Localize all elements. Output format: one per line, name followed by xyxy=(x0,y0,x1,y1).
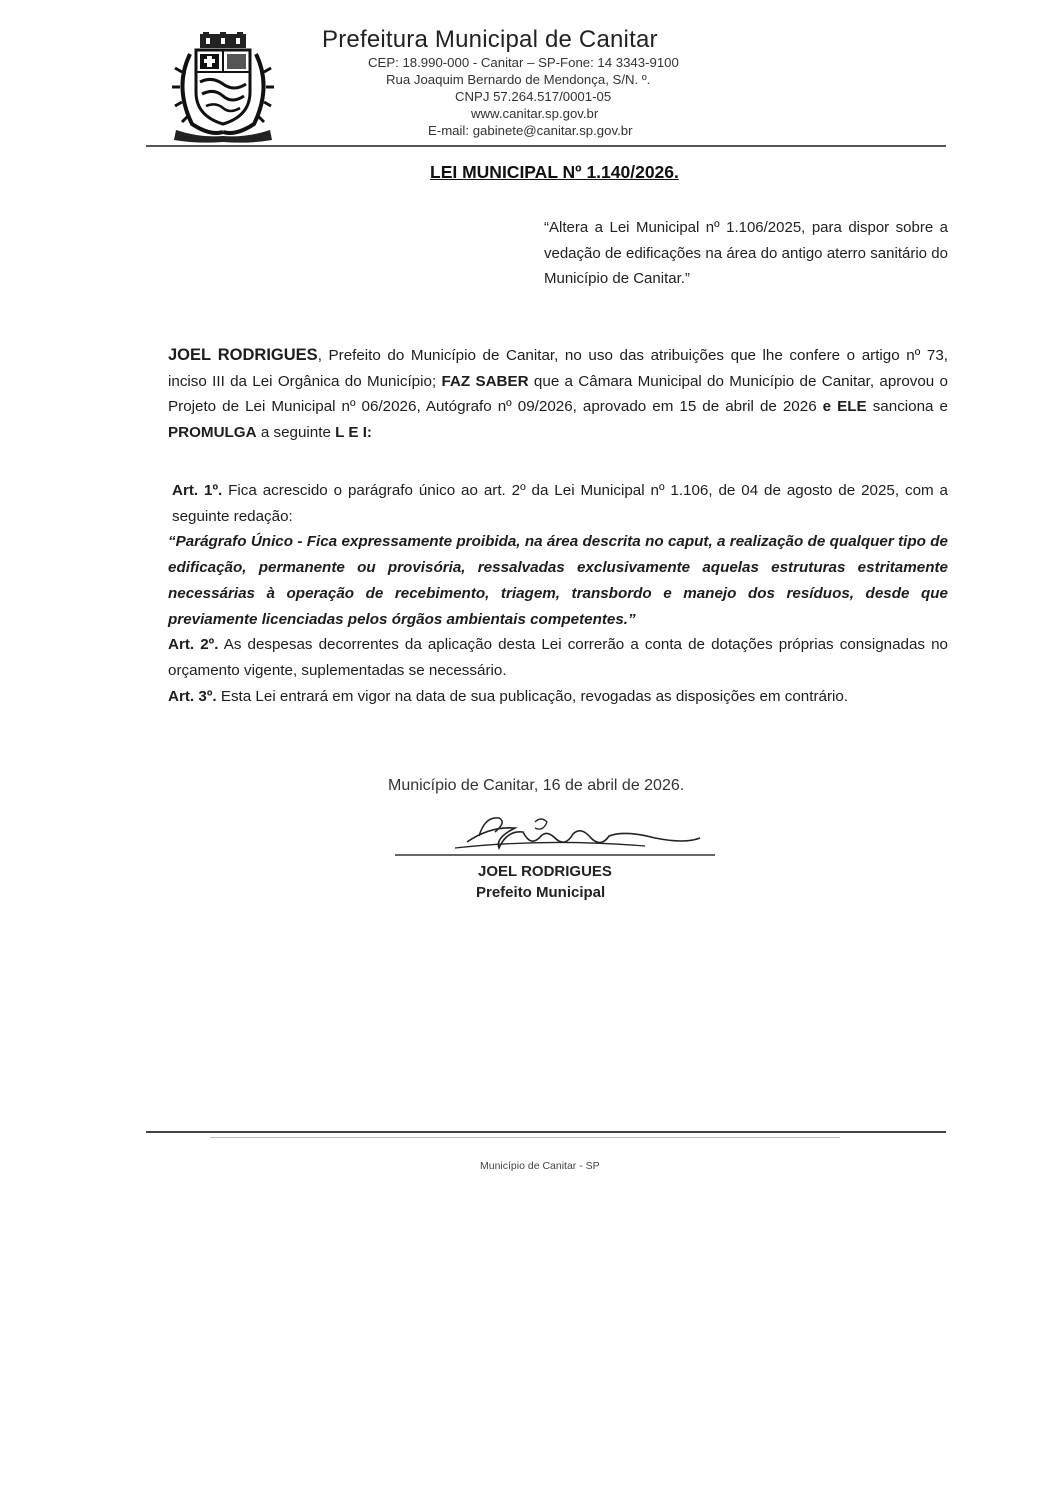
header-email: E-mail: gabinete@canitar.sp.gov.br xyxy=(428,123,633,138)
article-3: Art. 3º. Esta Lei entrará em vigor na data de sua publicação, revogadas as disposições em contrário. xyxy=(168,687,849,705)
header-address-street: Rua Joaquim Bernardo de Mendonça, S/N. º. xyxy=(386,72,651,87)
signer-role: Prefeito Municipal xyxy=(476,884,606,901)
municipal-coat-of-arms-icon xyxy=(170,32,276,144)
article-label: Art. 1º. xyxy=(172,482,223,499)
article-1-quote: “Parágrafo Único - Fica expressamente proibida, na área descrita no caput, a realização de qualquer tipo de edificação, permanente ou provisória, ressalvadas exclusivamente aquelas estruturas estritamente necessárias à operação de recebimento, triagem, transbordo e manejo dos resíduos, desde que previamente licenciadas pelos órgãos ambientais competentes.” xyxy=(168,533,948,628)
date-line: Município de Canitar, 16 de abril de 2026. xyxy=(388,777,685,794)
articles-section xyxy=(168,478,948,709)
law-title: LEI MUNICIPAL Nº 1.140/2026. xyxy=(430,162,679,182)
header-website: www.canitar.sp.gov.br xyxy=(471,106,599,121)
header-cnpj: CNPJ 57.264.517/0001-05 xyxy=(455,89,612,104)
header-divider xyxy=(146,145,946,147)
header-title: Prefeitura Municipal de Canitar xyxy=(322,26,658,53)
footer-divider-thin xyxy=(210,1137,840,1138)
article-1: Art. 1º. Fica acrescido o parágrafo único ao art. 2º da Lei Municipal nº 1.106, de 04 de agosto de 2025, com a seguinte redação: xyxy=(172,482,949,525)
preamble-paragraph: JOEL RODRIGUES, Prefeito do Município de Canitar, no uso das atribuições que lhe confere o artigo nº 73, inciso III da Lei Orgânica do Município; FAZ SABER que a Câmara Municipal do Município de Canitar, aprovou o Projeto de Lei Municipal nº 06/2026, Autógrafo nº 09/2026, aprovado em 15 de abril de 2026 e ELE sanciona e PROMULGA a seguinte L E I: xyxy=(168,346,948,442)
article-2: Art. 2º. As despesas decorrentes da aplicação desta Lei correrão a conta de dotações próprias consignadas no orçamento vigente, suplementadas se necessário. xyxy=(168,636,948,679)
article-label: Art. 3º. xyxy=(168,687,217,705)
signer-name: JOEL RODRIGUES xyxy=(478,863,612,880)
footer-divider xyxy=(146,1131,946,1133)
handwritten-signature xyxy=(395,808,715,868)
law-ementa: “Altera a Lei Municipal nº 1.106/2025, para dispor sobre a vedação de edificações na área do antigo aterro sanitário do Município de Canitar.” xyxy=(544,219,948,287)
header-address-cep: CEP: 18.990-000 - Canitar – SP-Fone: 14 3343-9100 xyxy=(368,55,679,70)
footer-text: Município de Canitar - SP xyxy=(480,1160,600,1172)
article-label: Art. 2º. xyxy=(168,636,219,654)
mayor-name: JOEL RODRIGUES xyxy=(168,346,318,364)
